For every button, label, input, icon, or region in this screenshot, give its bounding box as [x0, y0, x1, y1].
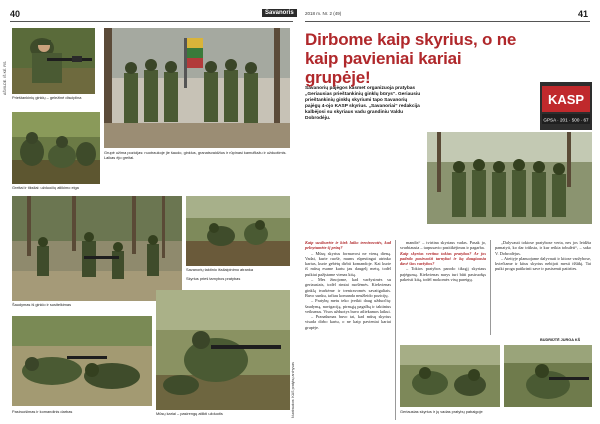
question-2: Kaip skyrius vertina tokias pratybas? Ar jos padeda pasiruošti tarnybai ir ką daugiausia davė šios varžybos? — [400, 250, 486, 267]
article-lede: Savanorių pajėgos kasmet organizuoja pratybas „Geriausias prieštankinių ginklų būrys“. Geriausiu prieštankinių ginklų skyriumi tapo Savanorių pajėgų 4-ojo KASP skyrius. „Savanoriai“ redakcija kalbėjosi su skyriaus vadu grandiniu Valdu Dobrodėju. — [305, 86, 421, 121]
photo-soldier-with-weapon — [504, 345, 592, 407]
article-title: Dirbome kaip skyrius, o ne kaip pavieniai kariai grupėje! — [305, 30, 517, 87]
caption-9: Geriausias skyrius ir jų vadas pratybų pabaigoje — [400, 409, 483, 414]
caption-5: Šaudymas iš ginklo ir susitelkimas — [12, 302, 72, 307]
col1-paragraph-1: – Mūsų skyrius formavosi ne vieną dieną. Vadai, kurie ruošė, mums rūpestingai atrinko karius, kurie gebėtų dirbti komandoje. Kai kurie iš mūsų esame kartu jau daugelį metų, todėl puikiai pažįstame vienas kitą. — [305, 250, 391, 277]
photo-soldiers-crouching — [12, 112, 100, 184]
photo-soldiers-forest-exercise — [12, 196, 182, 301]
brand-label: Savanoris — [262, 9, 297, 17]
question-1: Kaip susiburėte ir kiek laiko treniravotės, kad pelnytumėte šį prizą? — [305, 240, 391, 251]
kasp-badge — [540, 82, 592, 130]
article-column-3 — [495, 240, 591, 272]
caption-4: Savanorių taktinio išsilaipinimo atranka — [186, 267, 254, 272]
col2-paragraph-1: mandis“ – tvirtina skyriaus vadas. Pasak jo, svarbiausia – tarpusavio pasitikėjimas ir pagarba. — [400, 240, 486, 251]
photo-squad-portrait — [427, 132, 592, 224]
article-column-2 — [400, 240, 486, 282]
photo-soldier-aiming — [156, 290, 290, 410]
col2-paragraph-2: – Tokios pratybos parodo tikrąjį skyriaus pajėgumą. Kiekvienas narys turi būti pasiruošęs pakeisti kitą, todėl mokomės visų pareigų. — [400, 266, 486, 283]
caption-3: Greitai ir tiksliai: užduočių atlikimo eiga — [12, 185, 79, 190]
photo-soldiers-in-bush — [400, 345, 500, 407]
caption-1: Prieštankinių ginklų – geležinė disciplina — [12, 95, 82, 100]
photo-trench-crossing — [186, 196, 290, 266]
header-rule-right — [305, 21, 590, 22]
article-column-1 — [305, 240, 391, 330]
photo-soldiers-lined-up — [104, 28, 290, 148]
column-divider-2 — [490, 240, 491, 335]
caption-7: Pasiruošimas ir komandinis darbas — [12, 409, 73, 414]
svg-text:GPSA · 201 · 500 · 67: GPSA · 201 · 500 · 67 — [543, 117, 589, 123]
photo-soldier-with-rifle — [12, 28, 95, 94]
caption-2: Grupė užima pozicijas: nuotraukoje jie šaudo, ginklus, granatsvaidžius ir rūpinasi kamufliažu ir užduotimis. Laikas ėjo greitai. — [104, 150, 287, 160]
header-rule-left — [10, 21, 293, 22]
col3-paragraph-1: „Dalyvauti tokiose pratybose verta, nes jos leidžia pamatyti, ko dar trūksta, ir kur reikia tobulėti“, – sako V. Dobrodėjus. — [495, 240, 591, 256]
article-byline: BUDRIŪTĖ JURGA KŠ — [540, 338, 581, 342]
svg-text:KASP: KASP — [547, 92, 585, 107]
photo-soldiers-crawling — [12, 316, 152, 406]
col1-paragraph-4: – Pranašumas buvo tai, kad mūsų skyrius visada dirbo kartu, o ne kaip pavieniai kariai grupėje. — [305, 314, 391, 330]
left-page-number: 40 — [10, 9, 21, 19]
author-credit-vertical: AŠVILDE. IŠ KĖ. RS. — [3, 60, 7, 95]
col1-paragraph-3: – Pratybų metu teko įveikti daug užduočių: šaudymą, navigaciją, pirmąją pagalbą ir taktinius veiksmus. Visos užduotys buvo atliekamos laikui. — [305, 298, 391, 314]
caption-8: Mūsų kariai – pasirengę atlikti užduotis — [156, 411, 223, 416]
right-page-number: 41 — [578, 9, 589, 19]
photo-credit-vertical: Nuotraukos: KAS pratybų archyvas — [291, 362, 295, 418]
issue-date: 2018 m. Nr. 2 (49) — [305, 11, 342, 16]
caption-6: Skyrius prieš tarnybos pratybas — [186, 276, 241, 281]
col3-paragraph-2: – Ateityje planuojame dalyvauti ir kitose varžybose, kviečiame ir kitus skyrius nebijoti mesti iššūkį. Tai puiki proga patikrinti save ir pasisemti patirties. — [495, 255, 591, 272]
col1-paragraph-2: – Mes žinojome, kad varžysimės su geriausiais, todėl rimtai ruošėmės. Kiekvienas ginklą tvarkėme ir treniravomės savaitgaliais. Buvo sunku, tačiau komanda neužleido pozicijų. — [305, 277, 391, 298]
column-divider-1 — [395, 240, 396, 420]
